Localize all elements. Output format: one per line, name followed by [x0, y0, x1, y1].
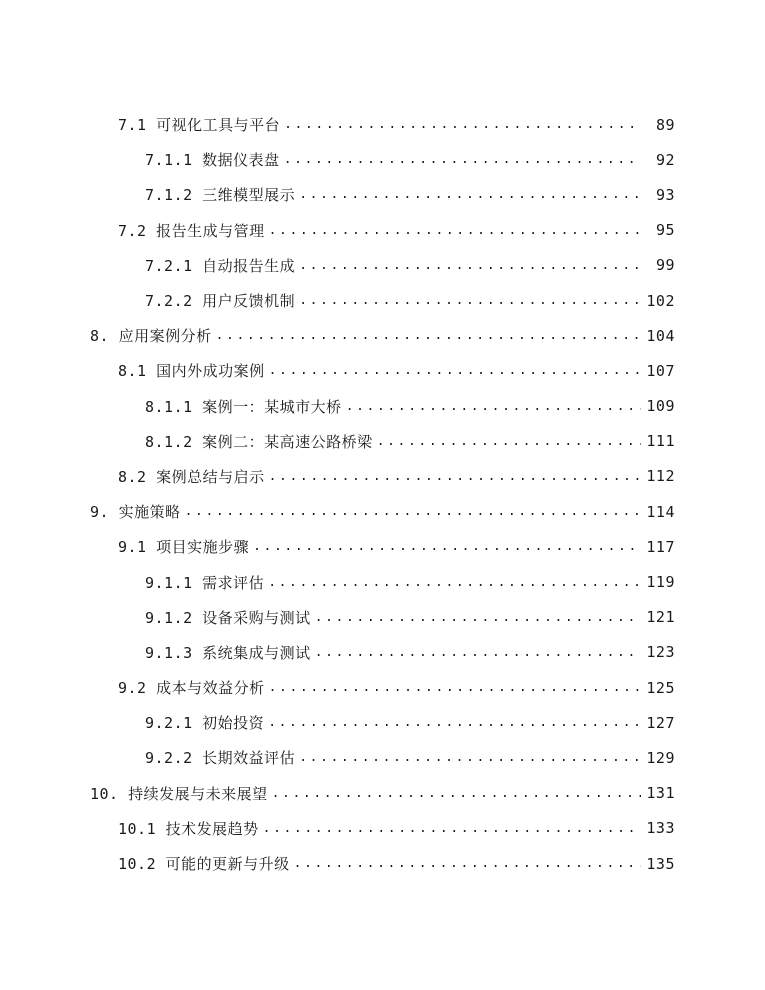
toc-entry-page-number: 109 — [646, 397, 675, 416]
toc-entry-page-number: 135 — [646, 854, 675, 873]
dot-leader — [315, 610, 641, 625]
dot-leader — [284, 117, 641, 132]
toc-entry[interactable] — [0, 811, 765, 846]
dot-leader — [263, 821, 641, 836]
toc-entry-title: 9.1.3 系统集成与测试 — [145, 642, 315, 663]
toc-entry-title: 7.1.2 三维模型展示 — [145, 184, 299, 205]
dot-leader — [299, 293, 641, 308]
toc-entry-page-number: 112 — [646, 467, 675, 486]
toc-entry[interactable] — [0, 740, 765, 775]
toc-entry-title: 8.1.2 案例二：某高速公路桥梁 — [145, 431, 377, 452]
dot-leader — [268, 575, 641, 590]
toc-entry-title: 9.2.2 长期效益评估 — [145, 747, 299, 768]
toc-entry-title: 10.2 可能的更新与升级 — [118, 853, 294, 874]
toc-entry-title: 8.1.1 案例一：某城市大桥 — [145, 396, 346, 417]
toc-entry[interactable] — [0, 142, 765, 177]
dot-leader — [268, 715, 641, 730]
dot-leader — [253, 539, 641, 554]
toc-entry[interactable] — [0, 494, 765, 529]
toc-entry[interactable] — [0, 635, 765, 670]
toc-entry-page-number: 95 — [655, 221, 675, 240]
toc-entry-page-number: 127 — [646, 713, 675, 732]
toc-entry-page-number: 133 — [646, 819, 675, 838]
toc-entry[interactable] — [0, 424, 765, 459]
dot-leader — [269, 680, 641, 695]
toc-entry-title: 7.2 报告生成与管理 — [118, 220, 269, 241]
toc-entry[interactable] — [0, 353, 765, 388]
toc-entry-page-number: 104 — [646, 326, 675, 345]
toc-entry-page-number: 111 — [646, 432, 675, 451]
toc-entry[interactable] — [0, 248, 765, 283]
dot-leader — [269, 469, 641, 484]
toc-entry[interactable] — [0, 177, 765, 212]
toc-entry[interactable] — [0, 213, 765, 248]
toc-entry-page-number: 102 — [646, 291, 675, 310]
toc-entry-page-number: 125 — [646, 678, 675, 697]
dot-leader — [269, 363, 641, 378]
dot-leader — [315, 645, 641, 660]
toc-entry-page-number: 123 — [646, 643, 675, 662]
toc-entry-page-number: 114 — [646, 502, 675, 521]
table-of-contents — [0, 107, 765, 881]
toc-entry-page-number: 129 — [646, 748, 675, 767]
toc-entry[interactable] — [0, 600, 765, 635]
toc-entry-title: 8.2 案例总结与启示 — [118, 466, 269, 487]
toc-entry-title: 7.1 可视化工具与平台 — [118, 114, 284, 135]
dot-leader — [294, 856, 641, 871]
dot-leader — [216, 328, 641, 343]
dot-leader — [284, 152, 641, 167]
toc-entry-page-number: 121 — [646, 608, 675, 627]
toc-entry-page-number: 117 — [646, 537, 675, 556]
toc-entry[interactable] — [0, 107, 765, 142]
toc-entry-title: 9.1 项目实施步骤 — [118, 536, 253, 557]
toc-entry-title: 7.1.1 数据仪表盘 — [145, 149, 284, 170]
dot-leader — [346, 399, 641, 414]
toc-entry[interactable] — [0, 283, 765, 318]
toc-entry-title: 7.2.2 用户反馈机制 — [145, 290, 299, 311]
toc-entry[interactable] — [0, 670, 765, 705]
dot-leader — [377, 434, 641, 449]
toc-entry-title: 9.2.1 初始投资 — [145, 712, 268, 733]
toc-entry-page-number: 92 — [655, 150, 675, 169]
toc-entry-page-number: 119 — [646, 573, 675, 592]
toc-entry[interactable] — [0, 705, 765, 740]
dot-leader — [299, 187, 641, 202]
toc-entry-title: 9.1.1 需求评估 — [145, 572, 268, 593]
toc-entry-page-number: 89 — [655, 115, 675, 134]
toc-entry[interactable] — [0, 389, 765, 424]
toc-entry-title: 9.2 成本与效益分析 — [118, 677, 269, 698]
toc-entry-title: 9. 实施策略 — [90, 501, 185, 522]
toc-entry-title: 8.1 国内外成功案例 — [118, 360, 269, 381]
toc-entry[interactable] — [0, 459, 765, 494]
dot-leader — [269, 223, 641, 238]
toc-entry-page-number: 131 — [646, 784, 675, 803]
dot-leader — [299, 750, 641, 765]
toc-entry[interactable] — [0, 529, 765, 564]
dot-leader — [185, 504, 641, 519]
toc-entry-page-number: 99 — [655, 256, 675, 275]
toc-entry[interactable] — [0, 318, 765, 353]
toc-entry[interactable] — [0, 776, 765, 811]
toc-entry-title: 7.2.1 自动报告生成 — [145, 255, 299, 276]
toc-entry-page-number: 93 — [655, 185, 675, 204]
toc-entry-title: 9.1.2 设备采购与测试 — [145, 607, 315, 628]
toc-entry[interactable] — [0, 564, 765, 599]
dot-leader — [272, 786, 641, 801]
toc-entry-title: 10.1 技术发展趋势 — [118, 818, 263, 839]
toc-entry-page-number: 107 — [646, 361, 675, 380]
dot-leader — [299, 258, 641, 273]
toc-entry-title: 10. 持续发展与未来展望 — [90, 783, 272, 804]
toc-entry-title: 8. 应用案例分析 — [90, 325, 216, 346]
toc-entry[interactable] — [0, 846, 765, 881]
